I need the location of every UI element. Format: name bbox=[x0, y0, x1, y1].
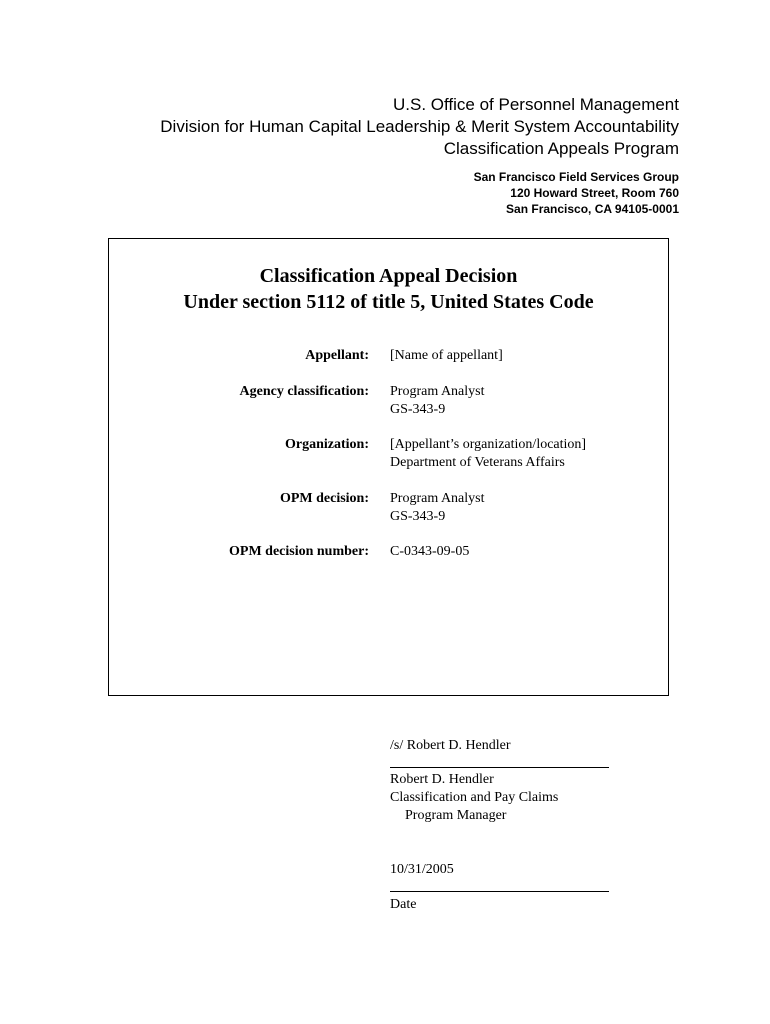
field-value-line1: [Name of appellant] bbox=[390, 348, 503, 363]
decision-title bbox=[109, 263, 668, 315]
field-value bbox=[390, 543, 469, 561]
field-value-line1: Program Analyst bbox=[390, 491, 485, 506]
field-label: OPM decision number: bbox=[229, 544, 369, 559]
address-street: 120 Howard Street, Room 760 bbox=[510, 186, 679, 200]
field-value bbox=[390, 347, 503, 365]
field-value-line1: [Appellant’s organization/location] bbox=[390, 437, 587, 452]
signer-name: Robert D. Hendler bbox=[390, 772, 494, 787]
address-group: San Francisco Field Services Group bbox=[473, 170, 679, 184]
field-value bbox=[390, 490, 485, 526]
signed-date: 10/31/2005 bbox=[390, 862, 454, 877]
agency-name: U.S. Office of Personnel Management bbox=[392, 95, 679, 114]
address-city: San Francisco, CA 94105-0001 bbox=[506, 202, 679, 216]
field-label: Agency classification: bbox=[239, 384, 369, 399]
letterhead bbox=[160, 94, 679, 217]
field-label: OPM decision: bbox=[279, 491, 369, 506]
field-value-line2: Department of Veterans Affairs bbox=[390, 455, 565, 470]
division-name: Division for Human Capital Leadership & Merit System Accountability bbox=[160, 117, 679, 136]
field-label: Organization: bbox=[285, 437, 369, 452]
date-line bbox=[390, 891, 609, 892]
signed-by: /s/ Robert D. Hendler bbox=[390, 738, 511, 753]
decision-title-line2: Under section 5112 of title 5, United States Code bbox=[183, 291, 594, 313]
signer-title-line1: Classification and Pay Claims bbox=[390, 790, 559, 805]
signer-block bbox=[390, 771, 558, 825]
field-value-line1: C-0343-09-05 bbox=[390, 544, 470, 559]
field-value bbox=[390, 383, 485, 419]
decision-box bbox=[108, 238, 669, 696]
signer-title-line2: Program Manager bbox=[405, 808, 507, 823]
office-address bbox=[160, 169, 679, 217]
field-value-line2: GS-343-9 bbox=[390, 509, 446, 524]
decision-title-line1: Classification Appeal Decision bbox=[259, 265, 518, 287]
field-value-line2: GS-343-9 bbox=[390, 402, 446, 417]
date-label: Date bbox=[390, 897, 417, 912]
field-label: Appellant: bbox=[305, 348, 369, 363]
signature-line bbox=[390, 767, 609, 768]
field-value bbox=[390, 436, 586, 472]
program-name: Classification Appeals Program bbox=[443, 139, 679, 158]
field-value-line1: Program Analyst bbox=[390, 384, 485, 399]
